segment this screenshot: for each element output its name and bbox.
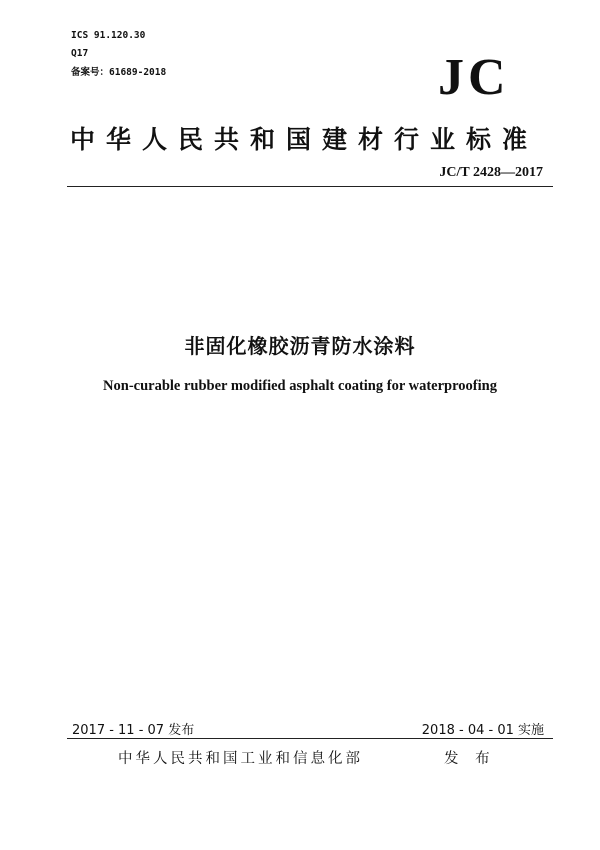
jc-logo: JC bbox=[438, 49, 510, 106]
record-number: 备案号：61689-2018 bbox=[71, 67, 167, 78]
implementation-date: 2018 - 04 - 01 实施 bbox=[421, 723, 544, 738]
document-title-english: Non-curable rubber modified asphalt coating for waterproofing bbox=[103, 378, 497, 394]
issuing-authority: 中华人民共和国工业和信息化部 bbox=[118, 751, 363, 767]
ics-code: ICS 91.120.30 bbox=[71, 30, 146, 41]
publish-label: 发 布 bbox=[444, 751, 496, 767]
issue-date: 2017 - 11 - 07 发布 bbox=[72, 723, 195, 738]
classification-code: Q17 bbox=[71, 48, 89, 59]
standard-number: JC/T 2428—2017 bbox=[439, 165, 543, 180]
header-divider bbox=[67, 186, 553, 187]
document-title-chinese: 非固化橡胶沥青防水涂料 bbox=[184, 334, 416, 358]
standard-type-heading: 中华人民共和国建材行业标准 bbox=[70, 125, 539, 154]
footer-divider bbox=[67, 738, 553, 739]
